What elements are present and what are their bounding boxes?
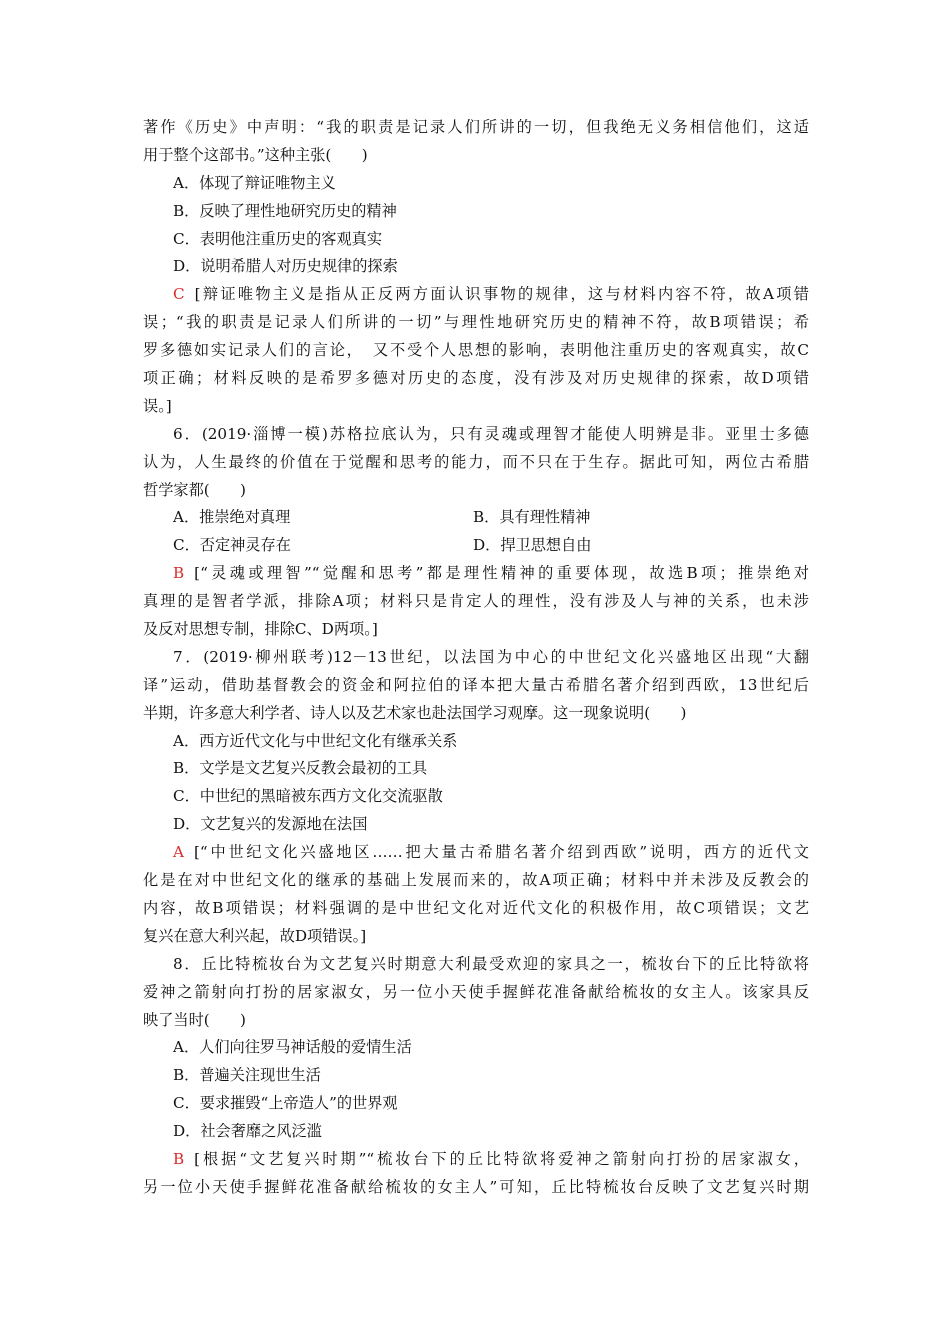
answer-letter: A [173,843,184,862]
explanation-text: [“灵魂或理智”“觉醒和思考”都是理性精神的重要体现，故选B项；推崇绝对 [194,564,809,583]
option-a: A．西方近代文化与中世纪文化有继承关系 [173,731,458,750]
explanation-line [143,281,809,309]
explanation-text: [辩证唯物主义是指从正反两方面认识事物的规律，这与材料内容不符，故A项错 [194,285,809,304]
question-8 [143,951,809,1202]
option-a: A．人们向往罗马神话般的爱情生活 [173,1038,412,1057]
option-c: C．否定神灵存在 [173,536,291,555]
explanation-line: 复兴在意大利兴起，故D项错误。] [143,926,367,945]
option-b: B．具有理性精神 [473,508,591,527]
explanation-line [143,560,809,588]
explanation-text: [根据“文艺复兴时期”“梳妆台下的丘比特欲将爱神之箭射向打扮的居家淑女， [194,1149,809,1168]
question-5 [143,114,809,421]
answer-letter: B [173,1149,185,1168]
option-c: C．要求摧毁“上帝造人”的世界观 [173,1094,398,1113]
explanation-line: 真理的是智者学派，排除A项；材料只是肯定人的理性，没有涉及人与神的关系，也未涉 [143,592,809,611]
option-c: C．表明他注重历史的客观真实 [173,229,383,248]
explanation-line: 误。] [143,396,172,415]
explanation-line: 项正确；材料反映的是希罗多德对历史的态度，没有涉及对历史规律的探索，故D项错 [143,369,809,388]
option-a: A．推崇绝对真理 [173,508,291,527]
explanation-line: 另一位小天使手握鲜花准备献给梳妆的女主人”可知，丘比特梳妆台反映了文艺复兴时期 [143,1177,809,1196]
explanation-line: 化是在对中世纪文化的继承的基础上发展而来的，故A项正确；材料中并未涉及反教会的 [143,871,809,890]
explanation-line: 罗多德如实记录人们的言论， 又不受个人思想的影响，表明他注重历史的客观真实，故C [143,341,809,360]
question-stem-line: 8．丘比特梳妆台为文艺复兴时期意大利最受欢迎的家具之一，梳妆台下的丘比特欲将 [173,954,809,973]
option-d: D．说明希腊人对历史规律的探索 [173,257,398,276]
question-6 [143,421,809,644]
option-b: B．反映了理性地研究历史的精神 [173,201,397,220]
question-stem-line: 著作《历史》中声明：“我的职责是记录人们所讲的一切，但我绝无义务相信他们，这适 [143,118,809,136]
option-d: D．社会奢靡之风泛滥 [173,1122,322,1141]
question-stem-line: 译”运动，借助基督教会的资金和阿拉伯的译本把大量古希腊名著介绍到西欧，13世纪后 [143,675,809,694]
answer-letter: C [173,285,185,304]
explanation-line [143,1146,809,1174]
explanation-text: [“中世纪文化兴盛地区……把大量古希腊名著介绍到西欧”说明，西方的近代文 [193,843,809,862]
option-b: B．普遍关注现世生活 [173,1066,321,1085]
option-a: A．体现了辩证唯物主义 [173,173,336,192]
question-stem-line: 映了当时( ) [143,1010,246,1029]
option-d: D．文艺复兴的发源地在法国 [173,815,368,834]
question-7 [143,644,809,951]
question-stem-line: 7．(2019·柳州联考)12－13世纪，以法国为中心的中世纪文化兴盛地区出现“大翻 [173,647,809,666]
question-stem-line: 爱神之箭射向打扮的居家淑女，另一位小天使手握鲜花准备献给梳妆的女主人。该家具反 [143,982,809,1001]
option-row [143,532,809,560]
question-stem-line: 用于整个这部书。”这种主张( ) [143,145,368,164]
question-stem-line: 6．(2019·淄博一模)苏格拉底认为，只有灵魂或理智才能使人明辨是非。亚里士多德 [173,424,809,443]
option-row [143,504,809,532]
explanation-line: 内容，故B项错误；材料强调的是中世纪文化对近代文化的积极作用，故C项错误；文艺 [143,898,809,917]
document-page [143,114,809,1202]
question-stem-line: 哲学家都( ) [143,480,246,499]
option-d: D．捍卫思想自由 [473,536,592,555]
question-stem-line: 认为，人生最终的价值在于觉醒和思考的能力，而不只在于生存。据此可知，两位古希腊 [143,452,809,471]
answer-letter: B [173,564,185,583]
option-b: B．文学是文艺复兴反教会最初的工具 [173,759,428,778]
explanation-line: 及反对思想专制，排除C、D两项。] [143,620,378,639]
explanation-line [143,839,809,867]
option-c: C．中世纪的黑暗被东西方文化交流驱散 [173,787,443,806]
question-stem-line: 半期，许多意大利学者、诗人以及艺术家也赴法国学习观摩。这一现象说明( ) [143,703,687,722]
explanation-line: 误；“我的职责是记录人们所讲的一切”与理性地研究历史的精神不符，故B项错误；希 [143,313,809,332]
